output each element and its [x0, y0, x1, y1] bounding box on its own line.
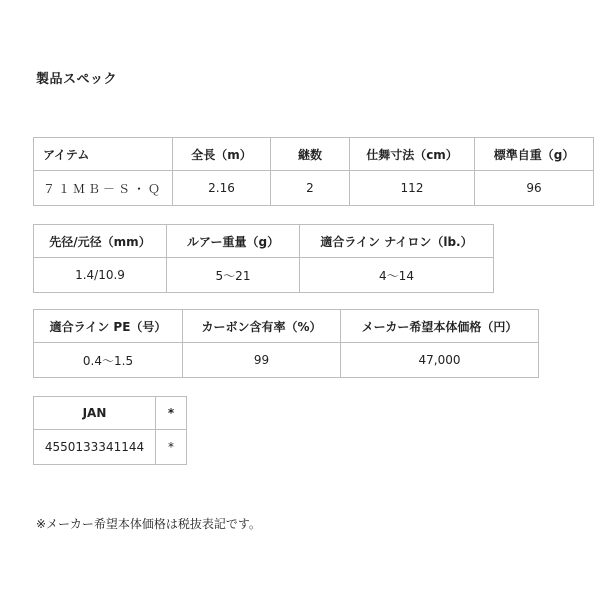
header-pieces: 継数: [271, 138, 350, 171]
value-weight: 96: [475, 171, 594, 206]
value-lure-weight: 5～21: [167, 258, 300, 293]
value-carbon-ratio: 99: [183, 343, 341, 378]
page-title: 製品スペック: [36, 72, 118, 87]
header-jan-mark: *: [156, 397, 187, 430]
header-nylon-line: 適合ライン ナイロン（lb.）: [300, 225, 494, 258]
value-length: 2.16: [173, 171, 271, 206]
value-closed-length: 112: [350, 171, 475, 206]
spec-table-pe-price: [33, 309, 539, 378]
value-price: 47,000: [341, 343, 539, 378]
table-row: [34, 171, 594, 206]
value-jan: 4550133341144: [34, 430, 156, 465]
table-row: [34, 343, 539, 378]
value-item: ７１ＭＢ－Ｓ・Ｑ: [34, 171, 173, 206]
header-item: アイテム: [34, 138, 173, 171]
value-pe-line: 0.4～1.5: [34, 343, 183, 378]
header-weight: 標準自重（g）: [475, 138, 594, 171]
header-jan: JAN: [34, 397, 156, 430]
value-nylon-line: 4～14: [300, 258, 494, 293]
spec-table-tip-lure: [33, 224, 494, 293]
value-tip-butt: 1.4/10.9: [34, 258, 167, 293]
header-price: メーカー希望本体価格（円）: [341, 310, 539, 343]
header-length: 全長（m）: [173, 138, 271, 171]
table-row: [34, 258, 494, 293]
header-carbon-ratio: カーボン含有率（%）: [183, 310, 341, 343]
value-jan-mark: *: [156, 430, 187, 465]
header-pe-line: 適合ライン PE（号）: [34, 310, 183, 343]
price-note: ※メーカー希望本体価格は税抜表記です。: [36, 517, 261, 531]
spec-table-jan: [33, 396, 187, 465]
table-row: [34, 430, 187, 465]
table-header-row: [34, 310, 539, 343]
header-tip-butt: 先径/元径（mm）: [34, 225, 167, 258]
table-header-row: [34, 138, 594, 171]
spec-table-basic: [33, 137, 594, 206]
value-pieces: 2: [271, 171, 350, 206]
header-lure-weight: ルアー重量（g）: [167, 225, 300, 258]
table-header-row: [34, 397, 187, 430]
header-closed-length: 仕舞寸法（cm）: [350, 138, 475, 171]
table-header-row: [34, 225, 494, 258]
